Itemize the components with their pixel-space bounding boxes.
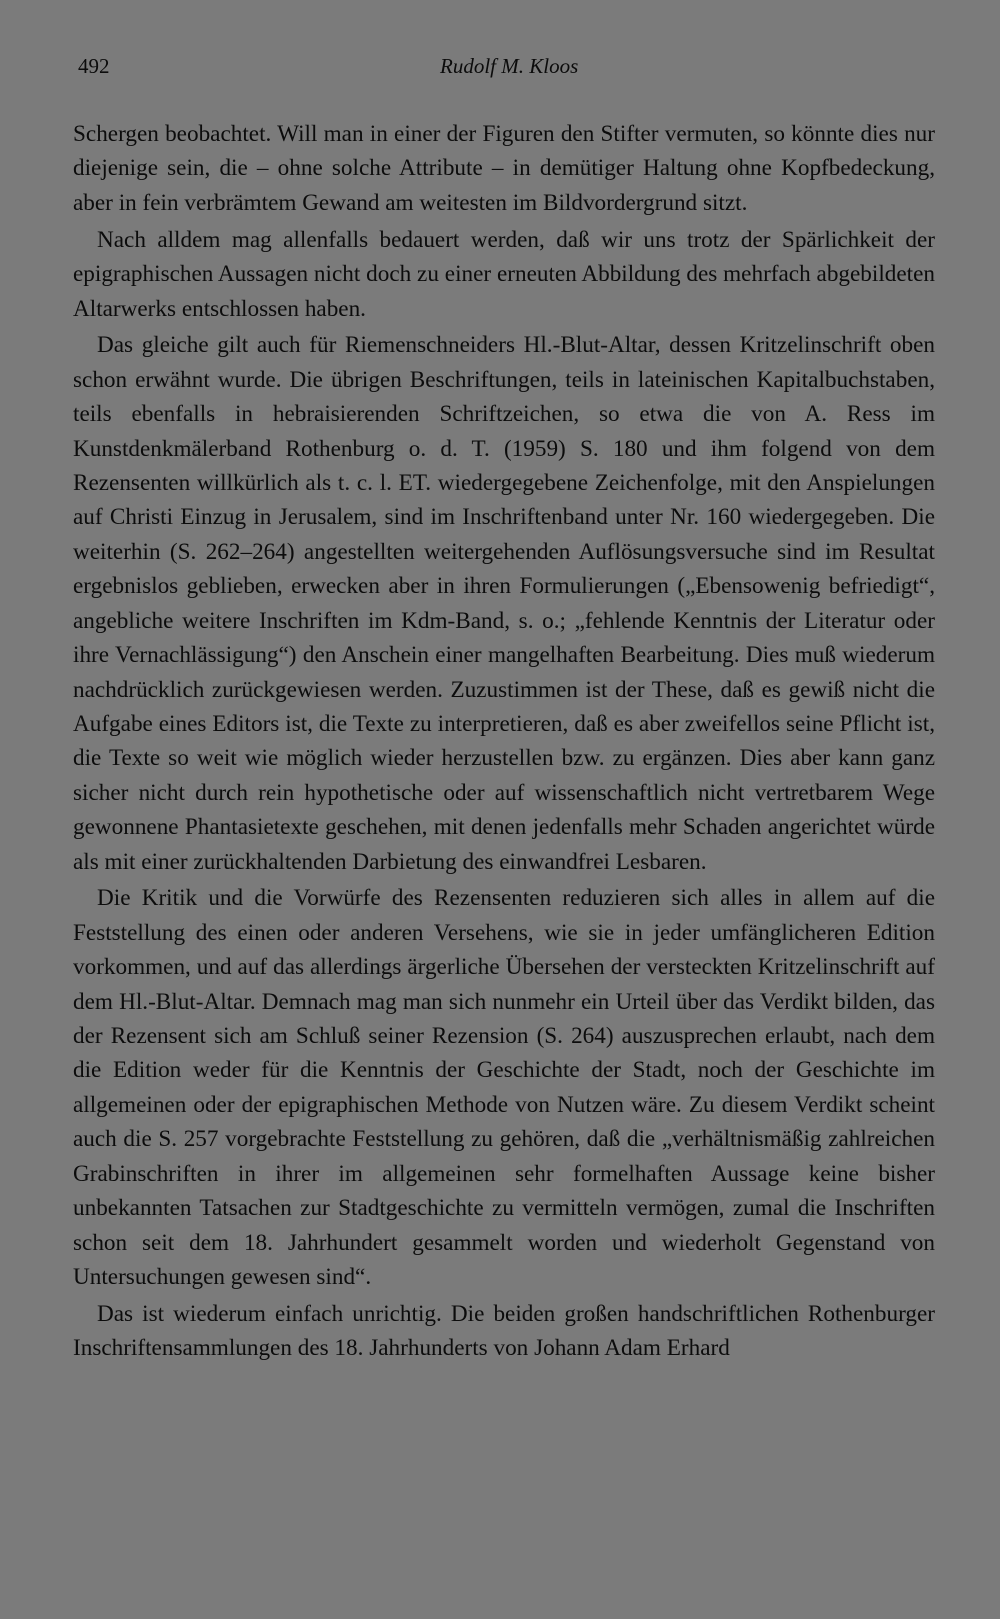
page-number: 492: [78, 54, 110, 78]
running-head-author: Rudolf M. Kloos: [440, 54, 579, 78]
paragraph: Das gleiche gilt auch für Riemenschneiders Hl.-Blut-Altar, dessen Kritzelinschrift oben schon erwähnt wurde. Die übrigen Beschriftungen, teils in lateinischen Kapitalbuchstaben, teils ebenfalls in hebraisierenden Schriftzeichen, so etwa die von A. Ress im Kunstdenkmälerband Rothenburg o. d. T. (1959) S. 180 und ihm folgend von dem Rezensenten willkürlich als t. c. l. ET. wiedergegebene Zeichenfolge, mit den Anspielungen auf Christi Einzug in Jerusalem, sind im Inschriftenband unter Nr. 160 wiedergegeben. Die weiterhin (S. 262–264) angestellten weitergehenden Auflösungsversuche sind im Resultat ergebnislos geblieben, erwecken aber in ihren Formulierungen („Ebensowenig befriedigt“, angebliche weitere Inschriften im Kdm-Band, s. o.; „fehlende Kenntnis der Literatur oder ihre Vernachlässigung“) den Anschein einer mangelhaften Bearbeitung. Dies muß wiederum nachdrücklich zurückgewiesen werden. Zuzustimmen ist der These, daß es gewiß nicht die Aufgabe eines Editors ist, die Texte zu interpretieren, daß es aber zweifellos seine Pflicht ist, die Texte so weit wie möglich wieder herzustellen bzw. zu ergänzen. Dies aber kann ganz sicher nicht durch rein hypothetische oder auf wissenschaftlich nicht vertretbarem Wege gewonnene Phantasietexte geschehen, mit denen jedenfalls mehr Schaden angerichtet würde als mit einer zurückhaltenden Darbietung des einwandfrei Lesbaren.: [73, 332, 935, 875]
running-head: [78, 54, 938, 86]
paragraph: Das ist wiederum einfach unrichtig. Die beiden großen handschriftlichen Rothenburger Inschriftensammlungen des 18. Jahrhunderts von Johann Adam Erhard: [73, 1300, 935, 1362]
paragraph: Nach alldem mag allenfalls bedauert werden, daß wir uns trotz der Spärlichkeit der epigraphischen Aussagen nicht doch zu einer erneuten Abbildung des mehrfach abgebildeten Altarwerks entschlossen haben.: [73, 226, 935, 322]
body-text: [73, 117, 935, 1368]
paragraph: Die Kritik und die Vorwürfe des Rezensenten reduzieren sich alles in allem auf die Feststellung des einen oder anderen Versehens, wie sie in jeder umfänglicheren Edition vorkommen, und auf das allerdings ärgerliche Übersehen der versteckten Kritzelinschrift auf dem Hl.-Blut-Altar. Demnach mag man sich nunmehr ein Urteil über das Verdikt bilden, das der Rezensent sich am Schluß seiner Rezension (S. 264) auszusprechen erlaubt, nach dem die Edition weder für die Kenntnis der Geschichte der Stadt, noch der Geschichte im allgemeinen oder der epigraphischen Methode von Nutzen wäre. Zu diesem Verdikt scheint auch die S. 257 vorgebrachte Feststellung zu gehören, daß die „verhältnismäßig zahlreichen Grabinschriften in ihrer im allgemeinen sehr formelhaften Aussage keine bisher unbekannten Tatsachen zur Stadtgeschichte zu vermitteln vermögen, zumal die Inschriften schon seit dem 18. Jahrhundert gesammelt worden und wiederholt Gegenstand von Untersuchungen gewesen sind“.: [73, 885, 935, 1290]
paragraph: Schergen beobachtet. Will man in einer der Figuren den Stifter vermuten, so könnte dies nur diejenige sein, die – ohne solche Attribute – in demütiger Haltung ohne Kopfbedeckung, aber in fein verbrämtem Gewand am weitesten im Bildvordergrund sitzt.: [73, 121, 935, 216]
